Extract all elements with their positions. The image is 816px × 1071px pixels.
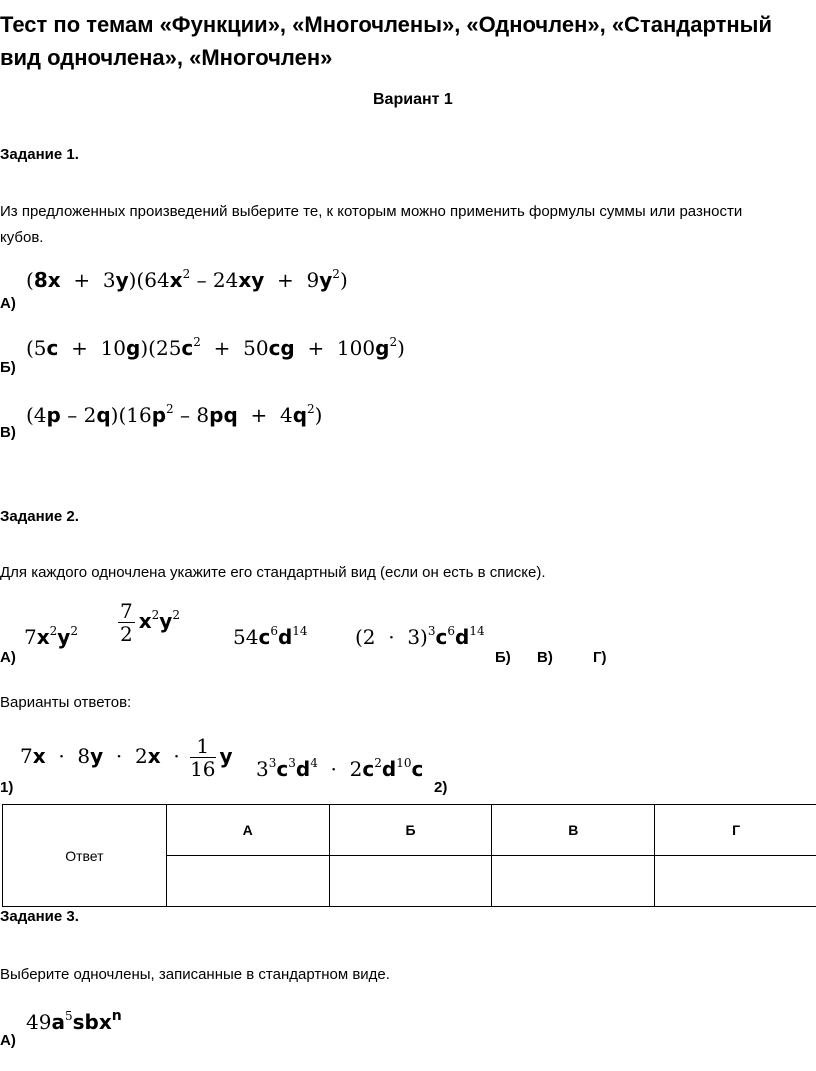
answer-1-expr: 7x · 8y · 2x · $\frac{1}{16}$ y bbox=[20, 734, 233, 781]
task2-heading: Задание 2. bbox=[0, 508, 79, 525]
answer-cell-a[interactable] bbox=[166, 856, 329, 907]
answer-2-expr: $3^3c^3d^4 \cdot 2c^2d^{10}c$ bbox=[256, 756, 424, 781]
task1-heading: Задание 1. bbox=[0, 146, 79, 163]
task1-option-a-label: А) bbox=[0, 295, 16, 312]
task3-option-a-expr: $49a^5sbx^n$ bbox=[26, 1008, 122, 1034]
answers-heading: Варианты ответов: bbox=[0, 694, 132, 711]
task2-monomial-c: $54c^6d^{14}$ bbox=[233, 624, 308, 649]
answer-row-label: Ответ bbox=[3, 805, 167, 907]
task2-monomial-b: $\frac{7}{2}$ $x^2y^2$ bbox=[120, 599, 180, 646]
task2-label-a: А) bbox=[0, 649, 16, 666]
task3-heading: Задание 3. bbox=[0, 908, 79, 925]
task3-text: Выберите одночлены, записанные в стандартном виде. bbox=[0, 966, 390, 983]
task1-option-c-expr: $(4p - 2q)(16p^2 - 8pq + 4q^2)$ bbox=[26, 402, 323, 427]
answer-1-label: 1) bbox=[0, 779, 14, 796]
task1-option-b-label: Б) bbox=[0, 359, 16, 376]
answer-col-b: Б bbox=[329, 805, 492, 856]
answer-col-a: А bbox=[166, 805, 329, 856]
task2-label-c: В) bbox=[537, 649, 553, 666]
task1-text: Из предложенных произведений выберите те, к которым можно применить формулы суммы или разности кубов. bbox=[0, 203, 743, 246]
answer-table bbox=[2, 804, 816, 907]
answer-cell-d[interactable] bbox=[655, 856, 816, 907]
task2-label-b: Б) bbox=[495, 649, 511, 666]
task2-label-d: Г) bbox=[593, 649, 607, 666]
answer-col-c: В bbox=[492, 805, 655, 856]
task2-monomial-a: $7x^2y^2$ bbox=[24, 624, 78, 649]
task2-text: Для каждого одночлена укажите его стандартный вид (если он есть в списке). bbox=[0, 564, 546, 581]
task3-option-a-label: А) bbox=[0, 1032, 16, 1049]
answer-col-d: Г bbox=[655, 805, 816, 856]
answer-2-label: 2) bbox=[434, 779, 448, 796]
answer-cell-c[interactable] bbox=[492, 856, 655, 907]
variant-heading: Вариант 1 bbox=[373, 91, 453, 108]
task1-option-c-label: В) bbox=[0, 424, 16, 441]
page-title: Тест по темам «Функции», «Многочлены», «Одночлен», «Стандартный вид одночлена», «Многочлен» bbox=[0, 12, 772, 70]
answer-cell-b[interactable] bbox=[329, 856, 492, 907]
task1-option-b-expr: $(5c + 10g)(25c^2 + 50cg + 100g^2)$ bbox=[26, 335, 405, 360]
task2-monomial-d: $(2 \cdot 3)^3c^6d^{14}$ bbox=[355, 624, 485, 649]
task1-option-a-expr: $(8x + 3y)(64x^2 - 24xy + 9y^2)$ bbox=[26, 267, 348, 292]
